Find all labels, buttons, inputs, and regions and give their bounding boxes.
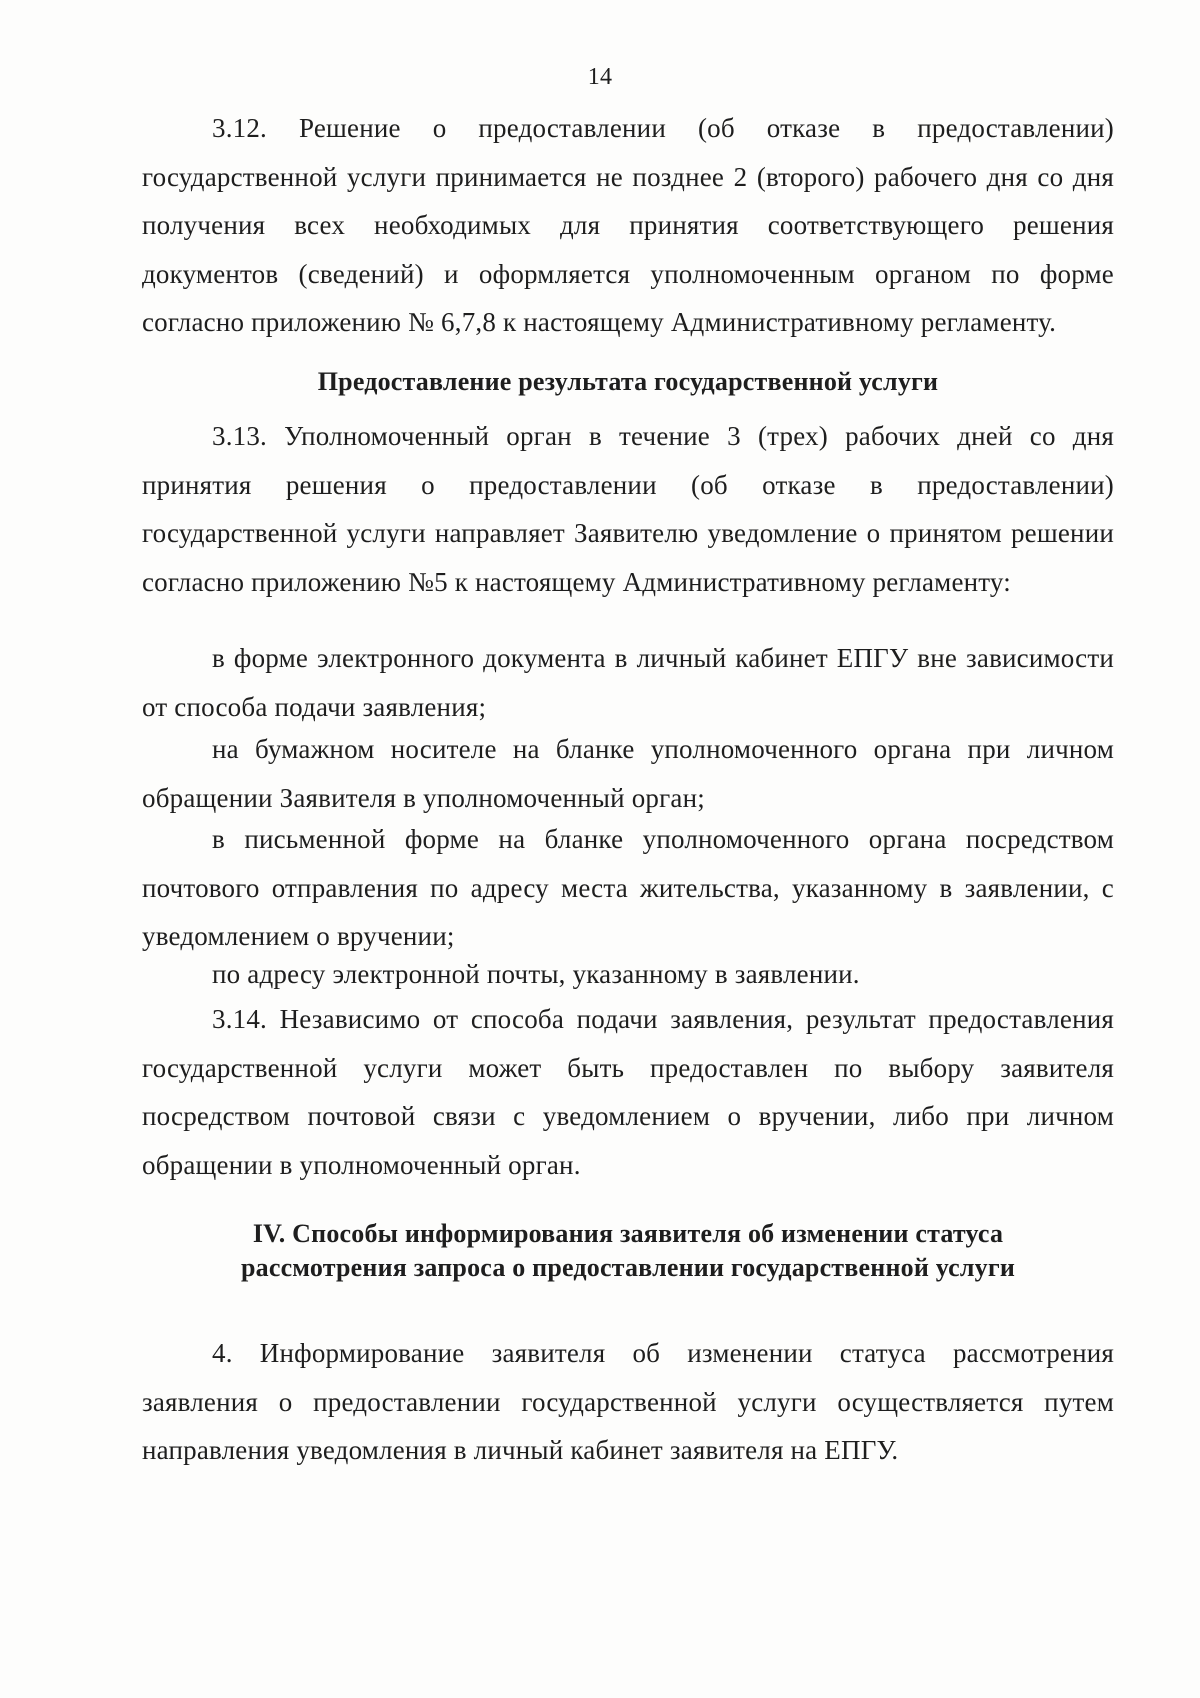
chapter-heading-line-2: рассмотрения запроса о предоставлении государственной услуги (240, 1253, 1016, 1282)
list-item-email: по адресу электронной почты, указанному в заявлении. (212, 959, 860, 989)
page-number: 14 (587, 64, 613, 90)
list-item-electronic: в форме электронного документа в личный кабинет ЕПГУ вне зависимости от способа подачи заявления; (142, 643, 1114, 722)
chapter-heading-iv (142, 1217, 1114, 1285)
paragraph-3-13: 3.13. Уполномоченный орган в течение 3 (трех) рабочих дней со дня принятия решения о предоставлении (об отказе в предоставлении) государственной услуги направляет Заявителю уведомление о принятом решении согласно приложению №5 к настоящему Административному регламенту: (142, 421, 1114, 597)
list-item-mail: в письменной форме на бланке уполномоченного органа посредством почтового отправления по адресу места жительства, указанному в заявлении, с уведомлением о вручении; (142, 824, 1114, 951)
paragraph-4: 4. Информирование заявителя об изменении статуса рассмотрения заявления о предоставлении государственной услуги осуществляется путем направления уведомления в личный кабинет заявителя на ЕПГУ. (142, 1338, 1114, 1465)
paragraph-3-12: 3.12. Решение о предоставлении (об отказе в предоставлении) государственной услуги принимается не позднее 2 (второго) рабочего дня со дня получения всех необходимых для принятия соответствующего решения документов (сведений) и оформляется уполномоченным органом по форме согласно приложению № 6,7,8 к настоящему Административному регламенту. (142, 113, 1114, 337)
list-item-paper: на бумажном носителе на бланке уполномоченного органа при личном обращении Заявителя в уполномоченный орган; (142, 734, 1114, 813)
section-heading-result: Предоставление результата государственной услуги (317, 367, 939, 396)
chapter-heading-line-1: IV. Способы информирования заявителя об изменении статуса (252, 1219, 1004, 1248)
paragraph-3-14: 3.14. Независимо от способа подачи заявления, результат предоставления государственной услуги может быть предоставлен по выбору заявителя посредством почтовой связи с уведомлением о вручении, либо при личном обращении в уполномоченный орган. (142, 1004, 1114, 1180)
